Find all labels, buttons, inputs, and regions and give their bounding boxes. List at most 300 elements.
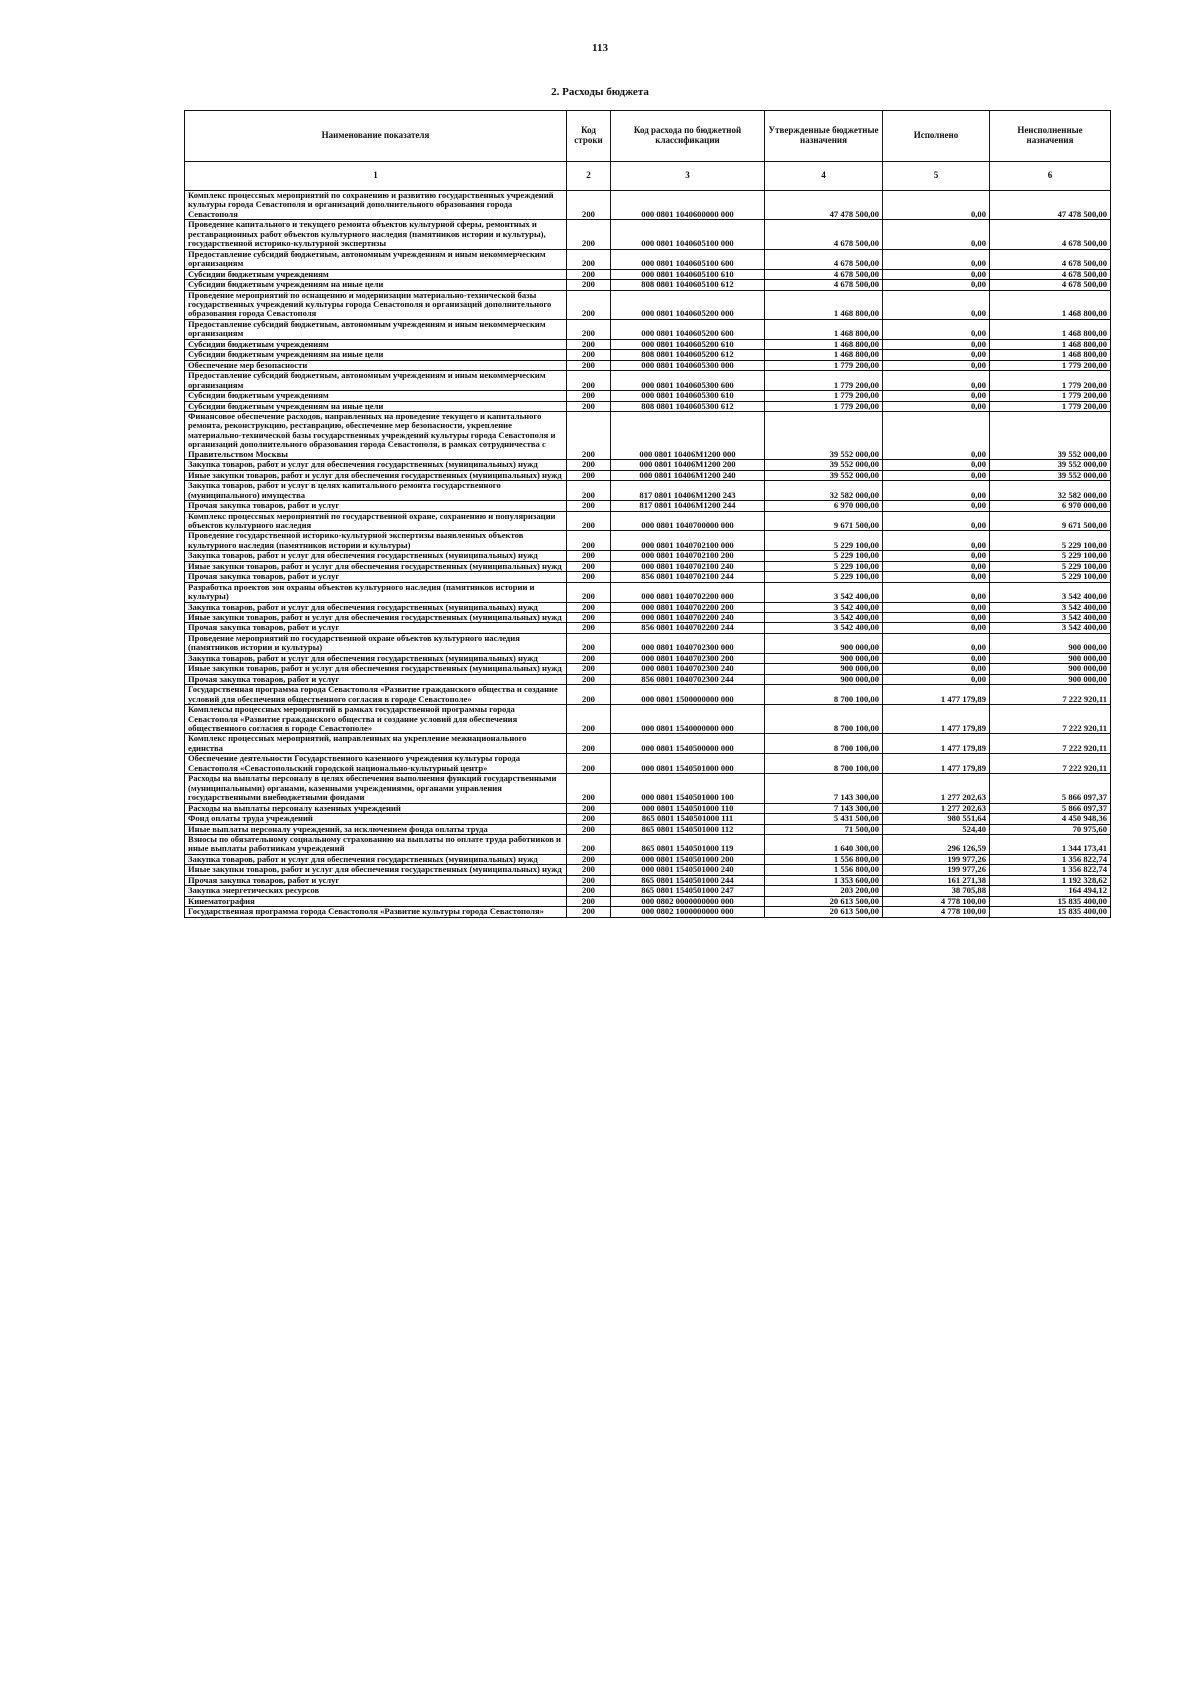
header-indicator-name: Наименование показателя (185, 111, 567, 162)
classification-code-cell: 000 0801 10406М1200 200 (611, 460, 765, 470)
line-code-cell: 200 (567, 907, 611, 917)
line-code-cell: 200 (567, 470, 611, 480)
indicator-name-cell: Иные закупки товаров, работ и услуг для обеспечения государственных (муниципальных) нужд (185, 664, 567, 674)
executed-amount-cell: 0,00 (883, 401, 990, 411)
table-row (185, 907, 1111, 917)
classification-code-cell: 000 0801 1540501000 200 (611, 854, 765, 864)
unexecuted-amount-cell: 4 678 500,00 (990, 249, 1111, 269)
line-code-cell: 200 (567, 623, 611, 633)
indicator-name-cell: Фонд оплаты труда учреждений (185, 814, 567, 824)
line-code-cell: 200 (567, 854, 611, 864)
classification-code-cell: 856 0801 1040702300 244 (611, 674, 765, 684)
approved-amount-cell: 47 478 500,00 (765, 191, 883, 220)
executed-amount-cell: 0,00 (883, 391, 990, 401)
executed-amount-cell: 0,00 (883, 633, 990, 653)
executed-amount-cell: 0,00 (883, 623, 990, 633)
approved-amount-cell: 1 556 800,00 (765, 854, 883, 864)
line-code-cell: 200 (567, 572, 611, 582)
approved-amount-cell: 1 468 800,00 (765, 339, 883, 349)
table-row (185, 875, 1111, 885)
executed-amount-cell: 0,00 (883, 470, 990, 480)
executed-amount-cell: 0,00 (883, 249, 990, 269)
line-code-cell: 200 (567, 875, 611, 885)
unexecuted-amount-cell: 1 344 173,41 (990, 835, 1111, 855)
column-index: 6 (990, 162, 1111, 191)
unexecuted-amount-cell: 39 552 000,00 (990, 411, 1111, 459)
approved-amount-cell: 8 700 100,00 (765, 734, 883, 754)
table-row (185, 511, 1111, 531)
indicator-name-cell: Прочая закупка товаров, работ и услуг (185, 572, 567, 582)
column-index: 1 (185, 162, 567, 191)
approved-amount-cell: 7 143 300,00 (765, 803, 883, 813)
table-row (185, 551, 1111, 561)
table-row (185, 653, 1111, 663)
unexecuted-amount-cell: 1 468 800,00 (990, 339, 1111, 349)
table-row (185, 401, 1111, 411)
indicator-name-cell: Закупка энергетических ресурсов (185, 886, 567, 896)
approved-amount-cell: 4 678 500,00 (765, 269, 883, 279)
unexecuted-amount-cell: 15 835 400,00 (990, 907, 1111, 917)
indicator-name-cell: Кинематография (185, 896, 567, 906)
line-code-cell: 200 (567, 269, 611, 279)
table-row (185, 220, 1111, 249)
executed-amount-cell: 0,00 (883, 319, 990, 339)
classification-code-cell: 000 0801 1040605100 610 (611, 269, 765, 279)
executed-amount-cell: 1 477 179,89 (883, 754, 990, 774)
table-row (185, 674, 1111, 684)
unexecuted-amount-cell: 7 222 920,11 (990, 685, 1111, 705)
unexecuted-amount-cell: 5 229 100,00 (990, 572, 1111, 582)
unexecuted-amount-cell: 1 468 800,00 (990, 319, 1111, 339)
unexecuted-amount-cell: 15 835 400,00 (990, 896, 1111, 906)
indicator-name-cell: Прочая закупка товаров, работ и услуг (185, 674, 567, 684)
indicator-name-cell: Субсидии бюджетным учреждениям на иные цели (185, 350, 567, 360)
executed-amount-cell: 1 477 179,89 (883, 705, 990, 734)
indicator-name-cell: Разработка проектов зон охраны объектов культурного наследия (памятников истории и культуры) (185, 582, 567, 602)
table-row (185, 339, 1111, 349)
expenditure-table (184, 110, 1111, 918)
indicator-name-cell: Прочая закупка товаров, работ и услуг (185, 501, 567, 511)
line-code-cell: 200 (567, 220, 611, 249)
classification-code-cell: 000 0801 1040605100 600 (611, 249, 765, 269)
executed-amount-cell: 0,00 (883, 290, 990, 319)
indicator-name-cell: Иные закупки товаров, работ и услуг для обеспечения государственных (муниципальных) нужд (185, 561, 567, 571)
approved-amount-cell: 71 500,00 (765, 824, 883, 834)
table-body (185, 191, 1111, 918)
approved-amount-cell: 8 700 100,00 (765, 754, 883, 774)
classification-code-cell: 865 0801 1540501000 119 (611, 835, 765, 855)
classification-code-cell: 000 0801 1040702100 240 (611, 561, 765, 571)
classification-code-cell: 000 0801 1040702100 200 (611, 551, 765, 561)
table-row (185, 835, 1111, 855)
indicator-name-cell: Государственная программа города Севастополя «Развитие гражданского общества и создание условий для обеспечения общественного согласия в городе Севастополе» (185, 685, 567, 705)
indicator-name-cell: Предоставление субсидий бюджетным, автономным учреждениям и иным некоммерческим организациям (185, 319, 567, 339)
unexecuted-amount-cell: 9 671 500,00 (990, 511, 1111, 531)
line-code-cell: 200 (567, 501, 611, 511)
table-row (185, 360, 1111, 370)
line-code-cell: 200 (567, 460, 611, 470)
approved-amount-cell: 5 229 100,00 (765, 551, 883, 561)
approved-amount-cell: 7 143 300,00 (765, 774, 883, 803)
table-row (185, 814, 1111, 824)
approved-amount-cell: 39 552 000,00 (765, 460, 883, 470)
section-title: 2. Расходы бюджета (551, 86, 649, 98)
indicator-name-cell: Проведение мероприятий по оснащению и модернизации материально-технической базы государственных учреждений культуры города Севастополя и организаций дополнительного образования города Севастополя (185, 290, 567, 319)
executed-amount-cell: 0,00 (883, 551, 990, 561)
approved-amount-cell: 1 468 800,00 (765, 350, 883, 360)
executed-amount-cell: 1 477 179,89 (883, 685, 990, 705)
indicator-name-cell: Закупка товаров, работ и услуг для обеспечения государственных (муниципальных) нужд (185, 460, 567, 470)
approved-amount-cell: 3 542 400,00 (765, 582, 883, 602)
line-code-cell: 200 (567, 249, 611, 269)
indicator-name-cell: Комплекс процессных мероприятий по государственной охране, сохранению и популяризации объектов культурного наследия (185, 511, 567, 531)
page-number: 113 (592, 42, 608, 54)
table-row (185, 734, 1111, 754)
approved-amount-cell: 39 552 000,00 (765, 411, 883, 459)
executed-amount-cell: 1 277 202,63 (883, 774, 990, 803)
approved-amount-cell: 1 353 600,00 (765, 875, 883, 885)
approved-amount-cell: 5 229 100,00 (765, 531, 883, 551)
column-index-row (185, 162, 1111, 191)
indicator-name-cell: Закупка товаров, работ и услуг для обеспечения государственных (муниципальных) нужд (185, 551, 567, 561)
executed-amount-cell: 4 778 100,00 (883, 907, 990, 917)
table-row (185, 705, 1111, 734)
unexecuted-amount-cell: 4 678 500,00 (990, 220, 1111, 249)
line-code-cell: 200 (567, 886, 611, 896)
unexecuted-amount-cell: 7 222 920,11 (990, 705, 1111, 734)
indicator-name-cell: Предоставление субсидий бюджетным, автономным учреждениям и иным некоммерческим организациям (185, 371, 567, 391)
approved-amount-cell: 1 468 800,00 (765, 319, 883, 339)
classification-code-cell: 000 0801 1040605200 610 (611, 339, 765, 349)
table-row (185, 582, 1111, 602)
approved-amount-cell: 900 000,00 (765, 674, 883, 684)
indicator-name-cell: Расходы на выплаты персоналу казенных учреждений (185, 803, 567, 813)
table-row (185, 685, 1111, 705)
classification-code-cell: 000 0801 1540500000 000 (611, 734, 765, 754)
classification-code-cell: 000 0801 1040605300 610 (611, 391, 765, 401)
unexecuted-amount-cell: 5 229 100,00 (990, 561, 1111, 571)
line-code-cell: 200 (567, 664, 611, 674)
line-code-cell: 200 (567, 653, 611, 663)
classification-code-cell: 865 0801 1540501000 112 (611, 824, 765, 834)
indicator-name-cell: Субсидии бюджетным учреждениям на иные цели (185, 280, 567, 290)
classification-code-cell: 000 0801 1500000000 000 (611, 685, 765, 705)
unexecuted-amount-cell: 900 000,00 (990, 674, 1111, 684)
indicator-name-cell: Проведение капитального и текущего ремонта объектов культурной сферы, ремонтных и реставрационных работ объектов культурного наследия (памятников истории и культуры), государственной историко-культурной экспертизы (185, 220, 567, 249)
approved-amount-cell: 3 542 400,00 (765, 602, 883, 612)
table-row (185, 561, 1111, 571)
column-index: 2 (567, 162, 611, 191)
classification-code-cell: 000 0801 1040605100 000 (611, 220, 765, 249)
executed-amount-cell: 0,00 (883, 411, 990, 459)
header-line-code: Код строки (567, 111, 611, 162)
unexecuted-amount-cell: 900 000,00 (990, 633, 1111, 653)
indicator-name-cell: Закупка товаров, работ и услуг для обеспечения государственных (муниципальных) нужд (185, 602, 567, 612)
line-code-cell: 200 (567, 734, 611, 754)
approved-amount-cell: 8 700 100,00 (765, 705, 883, 734)
line-code-cell: 200 (567, 319, 611, 339)
executed-amount-cell: 161 271,38 (883, 875, 990, 885)
indicator-name-cell: Закупка товаров, работ и услуг для обеспечения государственных (муниципальных) нужд (185, 854, 567, 864)
line-code-cell: 200 (567, 685, 611, 705)
line-code-cell: 200 (567, 835, 611, 855)
executed-amount-cell: 199 977,26 (883, 854, 990, 864)
executed-amount-cell: 0,00 (883, 531, 990, 551)
line-code-cell: 200 (567, 613, 611, 623)
classification-code-cell: 000 0801 1540501000 100 (611, 774, 765, 803)
executed-amount-cell: 1 277 202,63 (883, 803, 990, 813)
unexecuted-amount-cell: 1 468 800,00 (990, 290, 1111, 319)
approved-amount-cell: 5 229 100,00 (765, 572, 883, 582)
executed-amount-cell: 0,00 (883, 511, 990, 531)
classification-code-cell: 000 0802 1000000000 000 (611, 907, 765, 917)
table-row (185, 613, 1111, 623)
table-row (185, 290, 1111, 319)
executed-amount-cell: 0,00 (883, 350, 990, 360)
classification-code-cell: 865 0801 1540501000 111 (611, 814, 765, 824)
executed-amount-cell: 0,00 (883, 339, 990, 349)
classification-code-cell: 000 0801 1040702200 000 (611, 582, 765, 602)
executed-amount-cell: 0,00 (883, 481, 990, 501)
classification-code-cell: 865 0801 1540501000 244 (611, 875, 765, 885)
indicator-name-cell: Иные закупки товаров, работ и услуг для обеспечения государственных (муниципальных) нужд (185, 470, 567, 480)
classification-code-cell: 000 0801 1540000000 000 (611, 705, 765, 734)
line-code-cell: 200 (567, 531, 611, 551)
classification-code-cell: 000 0801 1040700000 000 (611, 511, 765, 531)
classification-code-cell: 856 0801 1040702200 244 (611, 623, 765, 633)
header-unexecuted: Неисполненные назначения (990, 111, 1111, 162)
unexecuted-amount-cell: 1 779 200,00 (990, 401, 1111, 411)
table-row (185, 664, 1111, 674)
classification-code-cell: 808 0801 1040605100 612 (611, 280, 765, 290)
line-code-cell: 200 (567, 411, 611, 459)
approved-amount-cell: 1 640 300,00 (765, 835, 883, 855)
approved-amount-cell: 900 000,00 (765, 653, 883, 663)
executed-amount-cell: 0,00 (883, 220, 990, 249)
unexecuted-amount-cell: 4 678 500,00 (990, 280, 1111, 290)
executed-amount-cell: 0,00 (883, 280, 990, 290)
unexecuted-amount-cell: 3 542 400,00 (990, 582, 1111, 602)
unexecuted-amount-cell: 70 975,60 (990, 824, 1111, 834)
indicator-name-cell: Комплекс процессных мероприятий, направленных на укрепление межнационального единства (185, 734, 567, 754)
header-approved: Утвержденные бюджетные назначения (765, 111, 883, 162)
unexecuted-amount-cell: 4 678 500,00 (990, 269, 1111, 279)
classification-code-cell: 000 0801 1040702100 000 (611, 531, 765, 551)
unexecuted-amount-cell: 1 192 328,62 (990, 875, 1111, 885)
indicator-name-cell: Субсидии бюджетным учреждениям (185, 391, 567, 401)
table-row (185, 865, 1111, 875)
unexecuted-amount-cell: 1 356 822,74 (990, 854, 1111, 864)
indicator-name-cell: Иные закупки товаров, работ и услуг для обеспечения государственных (муниципальных) нужд (185, 865, 567, 875)
line-code-cell: 200 (567, 582, 611, 602)
classification-code-cell: 000 0801 1040600000 000 (611, 191, 765, 220)
indicator-name-cell: Обеспечение деятельности Государственного казенного учреждения культуры города Севастополя «Севастопольский городской национально-культурный центр» (185, 754, 567, 774)
unexecuted-amount-cell: 7 222 920,11 (990, 734, 1111, 754)
executed-amount-cell: 0,00 (883, 653, 990, 663)
classification-code-cell: 817 0801 10406М1200 243 (611, 481, 765, 501)
approved-amount-cell: 6 970 000,00 (765, 501, 883, 511)
unexecuted-amount-cell: 900 000,00 (990, 664, 1111, 674)
indicator-name-cell: Иные выплаты персоналу учреждений, за исключением фонда оплаты труда (185, 824, 567, 834)
unexecuted-amount-cell: 900 000,00 (990, 653, 1111, 663)
unexecuted-amount-cell: 1 356 822,74 (990, 865, 1111, 875)
unexecuted-amount-cell: 6 970 000,00 (990, 501, 1111, 511)
approved-amount-cell: 5 229 100,00 (765, 561, 883, 571)
approved-amount-cell: 3 542 400,00 (765, 623, 883, 633)
unexecuted-amount-cell: 39 552 000,00 (990, 460, 1111, 470)
line-code-cell: 200 (567, 754, 611, 774)
unexecuted-amount-cell: 4 450 948,36 (990, 814, 1111, 824)
line-code-cell: 200 (567, 401, 611, 411)
indicator-name-cell: Закупка товаров, работ и услуг в целях капитального ремонта государственного (муниципального) имущества (185, 481, 567, 501)
table-row (185, 501, 1111, 511)
approved-amount-cell: 20 613 500,00 (765, 896, 883, 906)
line-code-cell: 200 (567, 824, 611, 834)
executed-amount-cell: 0,00 (883, 582, 990, 602)
classification-code-cell: 000 0801 1040702300 240 (611, 664, 765, 674)
table-row (185, 249, 1111, 269)
column-index: 5 (883, 162, 990, 191)
approved-amount-cell: 4 678 500,00 (765, 220, 883, 249)
executed-amount-cell: 0,00 (883, 371, 990, 391)
line-code-cell: 200 (567, 896, 611, 906)
line-code-cell: 200 (567, 803, 611, 813)
classification-code-cell: 000 0801 1540501000 000 (611, 754, 765, 774)
table-row (185, 531, 1111, 551)
table-row (185, 481, 1111, 501)
unexecuted-amount-cell: 39 552 000,00 (990, 470, 1111, 480)
table-row (185, 803, 1111, 813)
line-code-cell: 200 (567, 350, 611, 360)
line-code-cell: 200 (567, 602, 611, 612)
executed-amount-cell: 0,00 (883, 664, 990, 674)
executed-amount-cell: 0,00 (883, 191, 990, 220)
approved-amount-cell: 39 552 000,00 (765, 470, 883, 480)
executed-amount-cell: 38 705,88 (883, 886, 990, 896)
table-row (185, 460, 1111, 470)
indicator-name-cell: Финансовое обеспечение расходов, направленных на проведение текущего и капитального ремонта, реконструкцию, реставрацию, обеспечение мер безопасности, укрепление материально-технической базы государственных учреждений культуры города Севастополя и организаций дополнительного образования города Севастополя, в рамках сотрудничества с Правительством Москвы (185, 411, 567, 459)
executed-amount-cell: 0,00 (883, 674, 990, 684)
classification-code-cell: 000 0801 1040605200 600 (611, 319, 765, 339)
table-row (185, 886, 1111, 896)
column-index: 3 (611, 162, 765, 191)
approved-amount-cell: 4 678 500,00 (765, 280, 883, 290)
line-code-cell: 200 (567, 360, 611, 370)
unexecuted-amount-cell: 1 779 200,00 (990, 371, 1111, 391)
executed-amount-cell: 1 477 179,89 (883, 734, 990, 754)
executed-amount-cell: 0,00 (883, 561, 990, 571)
table-row (185, 854, 1111, 864)
executed-amount-cell: 0,00 (883, 602, 990, 612)
indicator-name-cell: Государственная программа города Севастополя «Развитие культуры города Севастополя» (185, 907, 567, 917)
table-row (185, 470, 1111, 480)
line-code-cell: 200 (567, 481, 611, 501)
indicator-name-cell: Проведение мероприятий по государственной охране объектов культурного наследия (памятников истории и культуры) (185, 633, 567, 653)
line-code-cell: 200 (567, 391, 611, 401)
indicator-name-cell: Комплексы процессных мероприятий в рамках государственной программы города Севастополя «Развитие гражданского общества и создание условий для обеспечения общественного согласия в городе Севастополе» (185, 705, 567, 734)
line-code-cell: 200 (567, 633, 611, 653)
table-row (185, 774, 1111, 803)
line-code-cell: 200 (567, 339, 611, 349)
indicator-name-cell: Субсидии бюджетным учреждениям (185, 339, 567, 349)
table-row (185, 191, 1111, 220)
approved-amount-cell: 20 613 500,00 (765, 907, 883, 917)
indicator-name-cell: Взносы по обязательному социальному страхованию на выплаты по оплате труда работников и иные выплаты работникам учреждений (185, 835, 567, 855)
classification-code-cell: 000 0801 1540501000 240 (611, 865, 765, 875)
unexecuted-amount-cell: 3 542 400,00 (990, 613, 1111, 623)
approved-amount-cell: 1 468 800,00 (765, 290, 883, 319)
classification-code-cell: 000 0801 1040702200 200 (611, 602, 765, 612)
line-code-cell: 200 (567, 551, 611, 561)
executed-amount-cell: 524,40 (883, 824, 990, 834)
unexecuted-amount-cell: 32 582 000,00 (990, 481, 1111, 501)
unexecuted-amount-cell: 3 542 400,00 (990, 602, 1111, 612)
table-row (185, 633, 1111, 653)
header-executed: Исполнено (883, 111, 990, 162)
table-row (185, 280, 1111, 290)
approved-amount-cell: 32 582 000,00 (765, 481, 883, 501)
classification-code-cell: 000 0801 1040605200 000 (611, 290, 765, 319)
approved-amount-cell: 4 678 500,00 (765, 249, 883, 269)
table-row (185, 411, 1111, 459)
classification-code-cell: 808 0801 1040605300 612 (611, 401, 765, 411)
table-row (185, 319, 1111, 339)
classification-code-cell: 000 0802 0000000000 000 (611, 896, 765, 906)
line-code-cell: 200 (567, 814, 611, 824)
table-row (185, 371, 1111, 391)
unexecuted-amount-cell: 3 542 400,00 (990, 623, 1111, 633)
indicator-name-cell: Прочая закупка товаров, работ и услуг (185, 875, 567, 885)
indicator-name-cell: Комплекс процессных мероприятий по сохранению и развитию государственных учреждений культуры города Севастополя и организаций дополнительного образования города Севастополя (185, 191, 567, 220)
classification-code-cell: 000 0801 1040605300 000 (611, 360, 765, 370)
classification-code-cell: 000 0801 10406М1200 000 (611, 411, 765, 459)
table-row (185, 602, 1111, 612)
approved-amount-cell: 3 542 400,00 (765, 613, 883, 623)
indicator-name-cell: Предоставление субсидий бюджетным, автономным учреждениям и иным некоммерческим организациям (185, 249, 567, 269)
indicator-name-cell: Иные закупки товаров, работ и услуг для обеспечения государственных (муниципальных) нужд (185, 613, 567, 623)
classification-code-cell: 865 0801 1540501000 247 (611, 886, 765, 896)
classification-code-cell: 000 0801 1540501000 110 (611, 803, 765, 813)
classification-code-cell: 000 0801 10406М1200 240 (611, 470, 765, 480)
executed-amount-cell: 0,00 (883, 572, 990, 582)
approved-amount-cell: 9 671 500,00 (765, 511, 883, 531)
executed-amount-cell: 0,00 (883, 269, 990, 279)
unexecuted-amount-cell: 7 222 920,11 (990, 754, 1111, 774)
classification-code-cell: 000 0801 1040702300 000 (611, 633, 765, 653)
unexecuted-amount-cell: 47 478 500,00 (990, 191, 1111, 220)
line-code-cell: 200 (567, 674, 611, 684)
indicator-name-cell: Расходы на выплаты персоналу в целях обеспечения выполнения функций государственными (муниципальными) органами, казенными учреждениями, органами управления государственными внебюджетными фондами (185, 774, 567, 803)
line-code-cell: 200 (567, 280, 611, 290)
indicator-name-cell: Проведение государственной историко-культурной экспертизы выявленных объектов культурного наследия (памятников истории и культуры) (185, 531, 567, 551)
table-row (185, 896, 1111, 906)
executed-amount-cell: 4 778 100,00 (883, 896, 990, 906)
approved-amount-cell: 1 779 200,00 (765, 391, 883, 401)
line-code-cell: 200 (567, 290, 611, 319)
indicator-name-cell: Обеспечение мер безопасности (185, 360, 567, 370)
approved-amount-cell: 1 779 200,00 (765, 371, 883, 391)
table-row (185, 269, 1111, 279)
table-row (185, 391, 1111, 401)
classification-code-cell: 808 0801 1040605200 612 (611, 350, 765, 360)
executed-amount-cell: 199 977,26 (883, 865, 990, 875)
table-row (185, 824, 1111, 834)
column-index: 4 (765, 162, 883, 191)
executed-amount-cell: 0,00 (883, 501, 990, 511)
classification-code-cell: 000 0801 1040605300 600 (611, 371, 765, 391)
classification-code-cell: 817 0801 10406М1200 244 (611, 501, 765, 511)
approved-amount-cell: 900 000,00 (765, 664, 883, 674)
